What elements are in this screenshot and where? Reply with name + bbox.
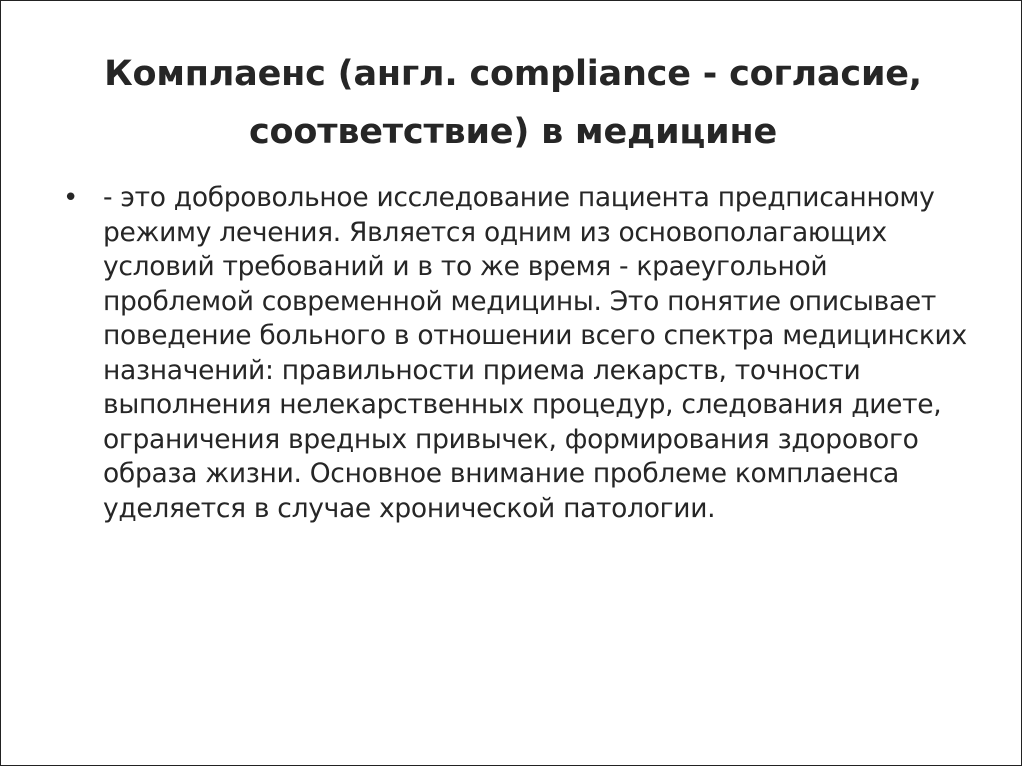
bullet-item <box>63 181 968 526</box>
bullet-marker: • <box>63 183 79 213</box>
bullet-text: - это добровольное исследование пациента предписанному режиму лечения. Является одним из основополагающих условий требований и в то же время - краеугольной проблемой современной медицины. Это понятие описывает поведение больного в отношении всего спектра медицинских назначений: правильности приема лекарств, точности выполнения нелекарственных процедур, следования диете, ограничения вредных привычек, формирования здорового образа жизни. Основное внимание проблеме комплаенса уделяется в случае хронической патологии. <box>103 182 967 524</box>
bullet-list <box>63 181 968 526</box>
slide-title: Комплаенс (англ. compliance - согласие, соответствие) в медицине <box>104 54 922 152</box>
